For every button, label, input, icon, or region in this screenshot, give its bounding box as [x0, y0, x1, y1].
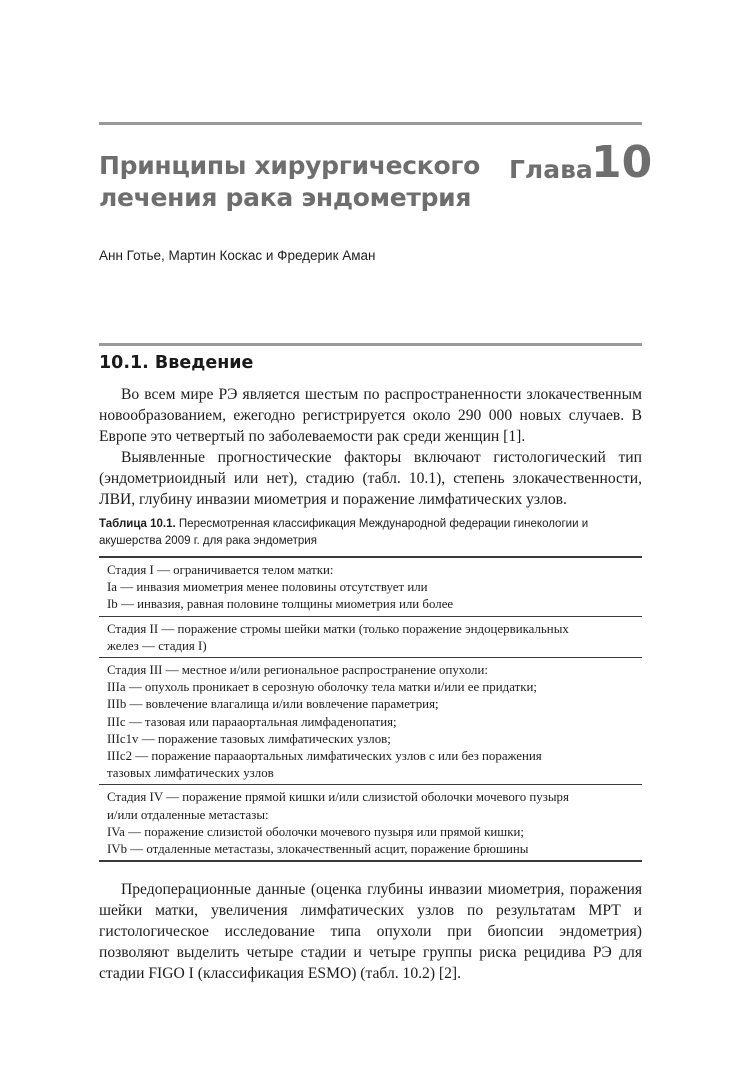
- table-row-line: IIIc1v — поражение тазовых лимфатических узлов;: [107, 731, 391, 746]
- table-row: [99, 617, 642, 657]
- staging-table: [99, 556, 642, 862]
- table-row-line: IIIa — опухоль проникает в серозную оболочку тела матки и/или ее придатки;: [107, 680, 537, 695]
- table-row-line: IIIc2 — поражение парааортальных лимфатических узлов с или без поражения: [107, 749, 542, 764]
- table-row-line: IVb — отдаленные метастазы, злокачественный асцит, поражение брюшины: [107, 842, 529, 857]
- section-rule: [99, 343, 642, 346]
- table-caption-label: Таблица 10.1.: [99, 518, 176, 530]
- intro-paragraph-2: Выявленные прогностические факторы включают гистологический тип (эндометриоидный или нет), стадию (табл. 10.1), степень злокачественности, ЛВИ, глубину инвазии миометрия и поражение лимфатических узлов.: [99, 449, 642, 508]
- table-row-line: IIIc — тазовая или парааортальная лимфаденопатия;: [107, 714, 397, 729]
- table-row: [99, 785, 642, 860]
- table-row: [99, 658, 642, 784]
- table-row-line: и/или отдаленные метастазы:: [107, 807, 269, 822]
- table-row-line: желез — стадия I): [107, 638, 207, 653]
- section-title: 10.1. Введение: [99, 353, 254, 373]
- authors: Анн Готье, Мартин Коскас и Фредерик Аман: [99, 248, 376, 263]
- table-row-line: IVa — поражение слизистой оболочки мочевого пузыря или прямой кишки;: [107, 824, 524, 839]
- table-row-line: Стадия IV — поражение прямой кишки и/или слизистой оболочки мочевого пузыря: [107, 790, 569, 805]
- chapter-label: Глава: [509, 155, 593, 184]
- chapter-number: 10: [591, 137, 653, 188]
- table-caption: [99, 516, 651, 550]
- table-row-line: Стадия III — местное и/или региональное распространение опухоли:: [107, 663, 488, 678]
- table-row-line: Ia — инвазия миометрия менее половины отсутствует или: [107, 580, 428, 595]
- intro-paragraph-1: Во всем мире РЭ является шестым по распространенности злокачественным новообразованием, ежегодно регистрируется около 290 000 новых случаев. В Европе это четвертый по заболеваемости рак среди женщин [1].: [99, 386, 642, 445]
- table-row-line: Ib — инвазия, равная половине толщины миометрия или более: [107, 597, 454, 612]
- table-rule: [99, 860, 642, 862]
- closing-paragraph: Предоперационные данные (оценка глубины инвазии миометрия, поражения шейки матки, увеличения лимфатических узлов по результатам МРТ и гистологическое исследование типа опухоли при биопсии эндометрия) позволяют выделить четыре стадии и четыре группы риска рецидива РЭ для стадии FIGO I (классификация ESMO) (табл. 10.2) [2].: [99, 881, 642, 982]
- chapter-title-line-1: Принципы хирургического: [99, 151, 480, 180]
- table-row-line: Стадия II — поражение стромы шейки матки (только поражение эндоцервикальных: [107, 621, 569, 636]
- table-row-line: тазовых лимфатических узлов: [107, 766, 274, 781]
- chapter-title-line-2: лечения рака эндометрия: [99, 183, 472, 212]
- table-row: [99, 558, 642, 616]
- table-caption-text: Пересмотренная классификация Международной федерации гинекологии и акушерства 2009 г. для рака эндометрия: [99, 518, 589, 547]
- table-row-line: Стадия I — ограничивается телом матки:: [107, 563, 334, 577]
- table-row-line: IIIb — вовлечение влагалища и/или вовлечение параметрия;: [107, 697, 439, 712]
- top-rule: [99, 122, 642, 125]
- chapter-title: [99, 150, 499, 214]
